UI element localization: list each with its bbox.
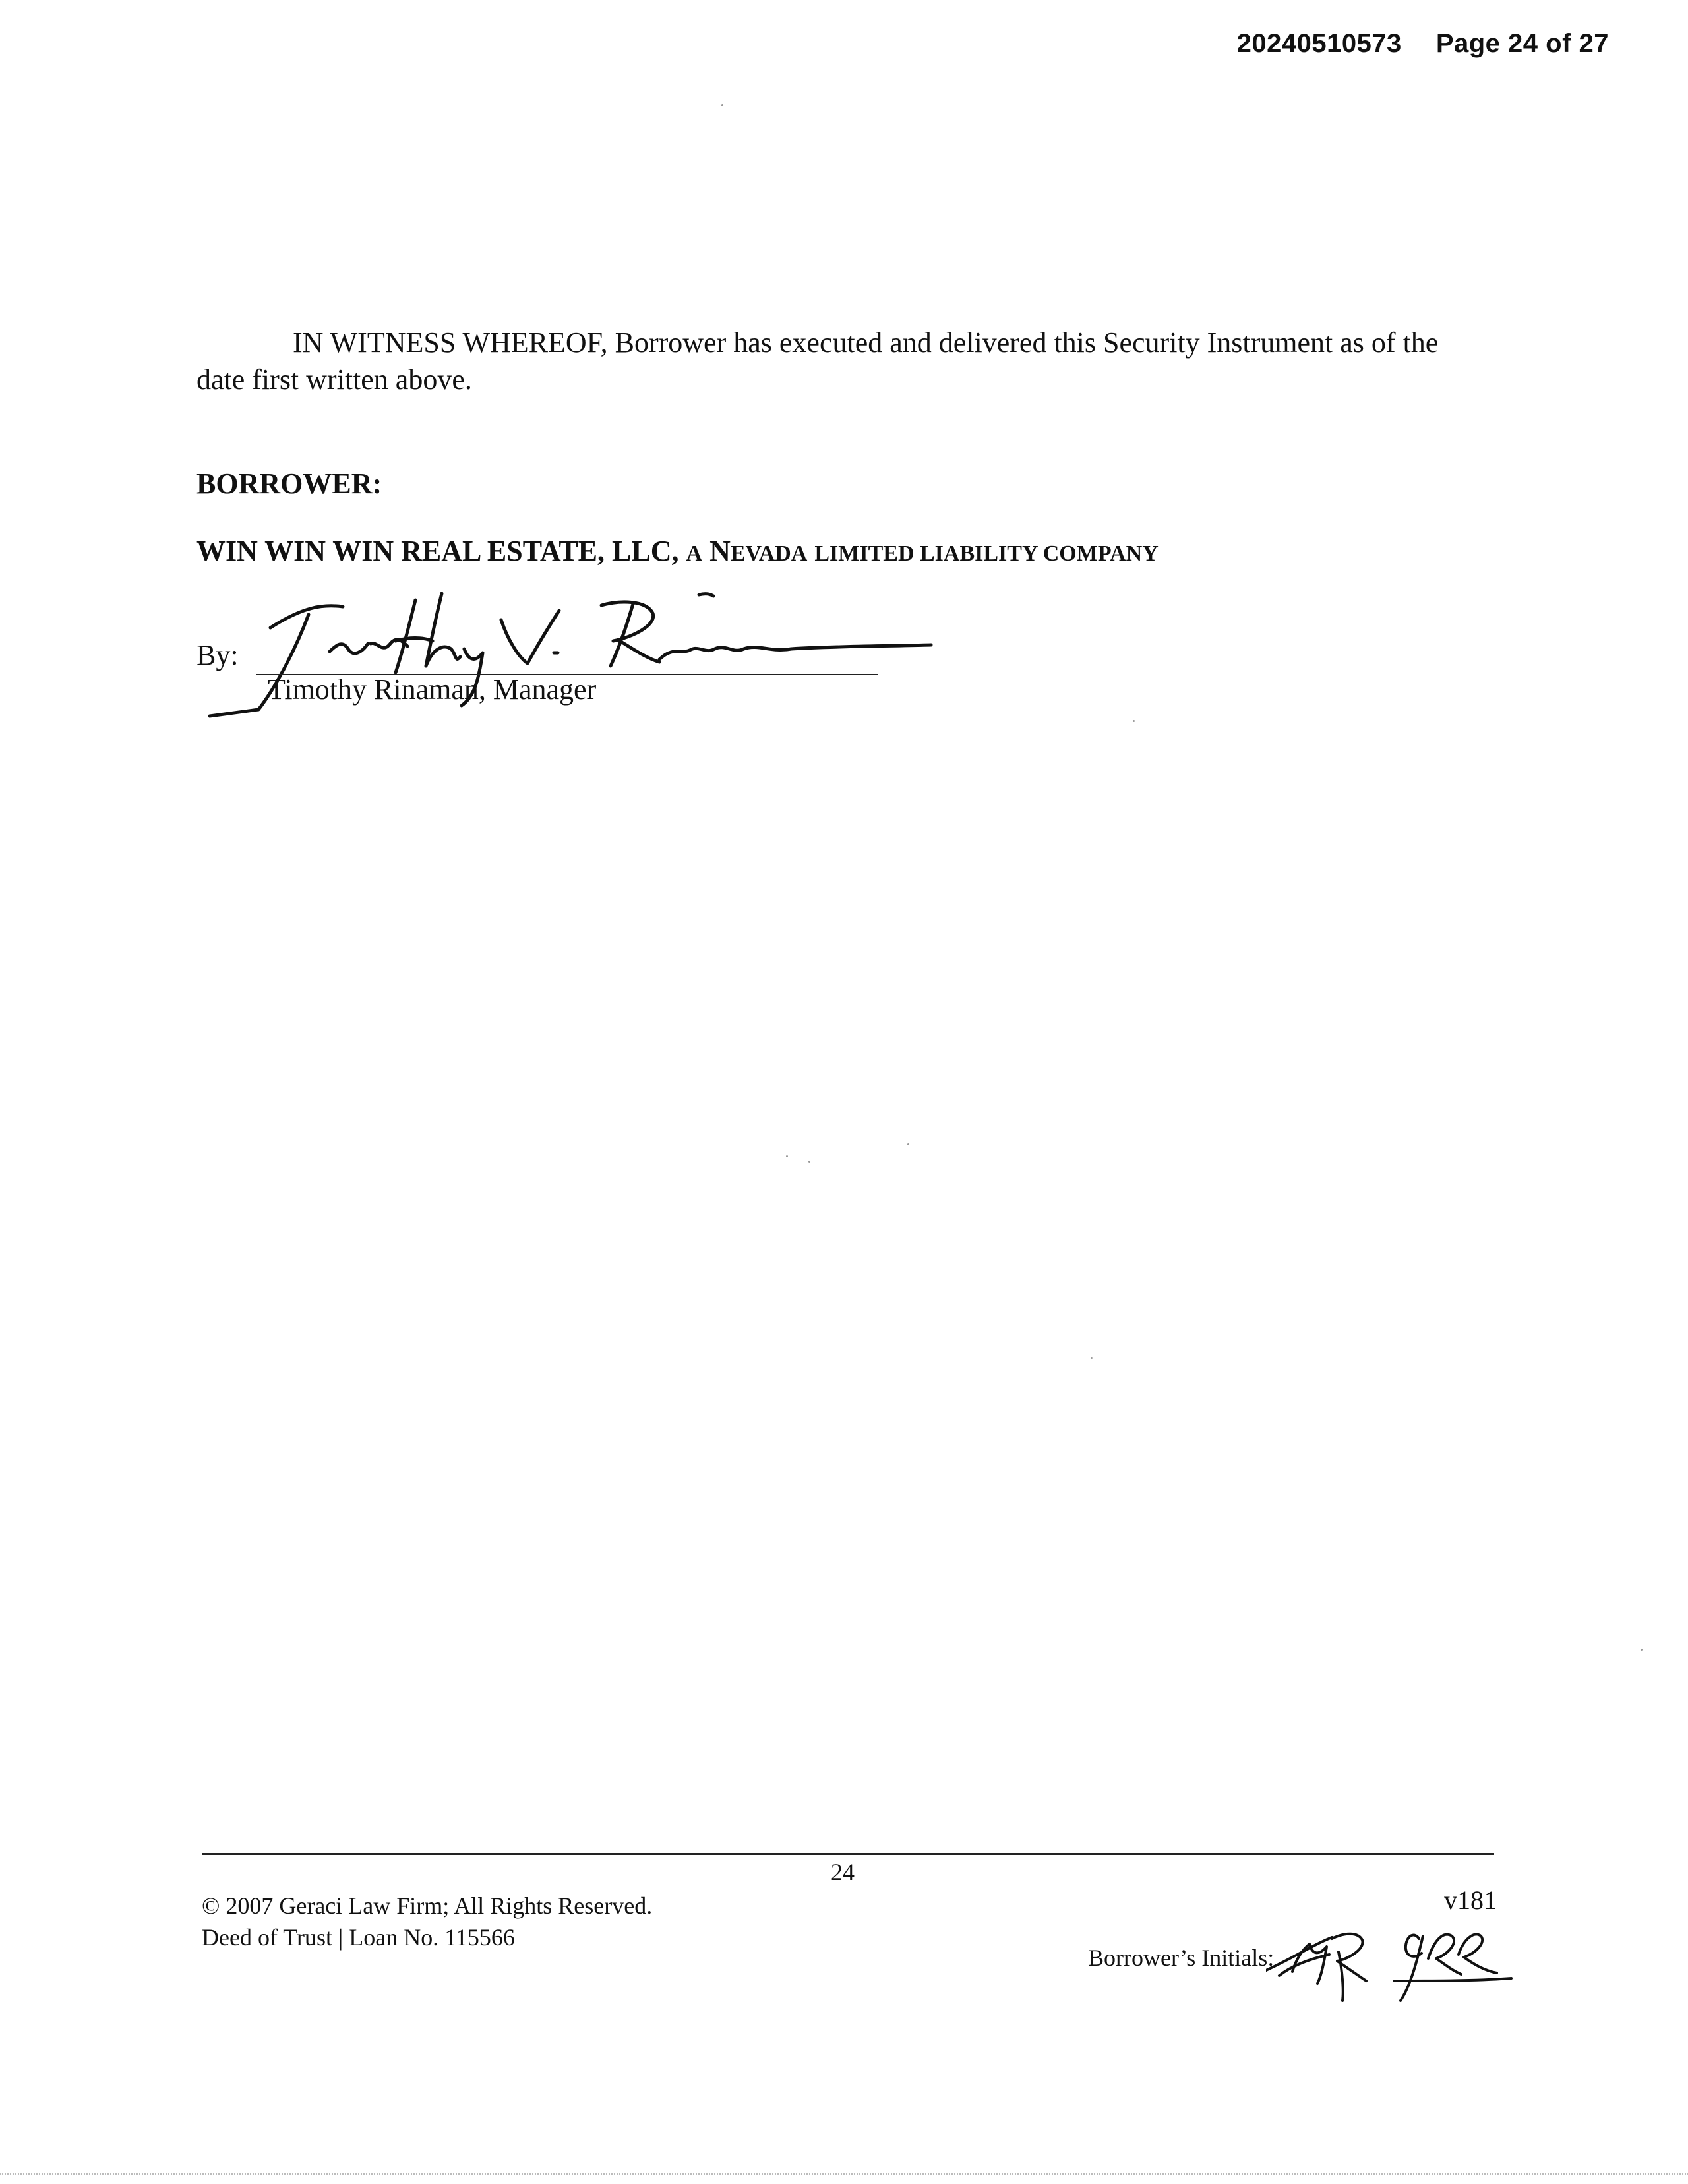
page-number: 24 <box>831 1859 855 1885</box>
borrower-heading: BORROWER: <box>196 468 382 500</box>
scan-speck <box>1641 1649 1643 1651</box>
version-label: v181 <box>1444 1885 1497 1915</box>
company-name: WIN WIN WIN REAL ESTATE, LLC, <box>196 535 679 567</box>
footer-left <box>202 1890 652 1953</box>
company-descriptor: LIMITED LIABILITY COMPANY <box>814 541 1159 566</box>
scan-speck <box>786 1155 788 1157</box>
scan-speck <box>1091 1357 1093 1359</box>
scan-speck <box>808 1161 810 1163</box>
scan-speck <box>1133 720 1135 722</box>
page-label: Page 24 of 27 <box>1435 29 1609 58</box>
witness-line-2: date first written above. <box>196 363 472 396</box>
document-number: 20240510573 <box>1236 29 1402 58</box>
handwritten-initials <box>1266 1912 1517 2005</box>
company-a: A <box>686 541 703 566</box>
company-nevada-initial: N <box>709 535 731 567</box>
deed-loan-line: Deed of Trust | Loan No. 115566 <box>202 1924 515 1951</box>
borrower-company <box>196 534 1159 568</box>
scan-speck <box>721 104 723 106</box>
initials-label: Borrower’s Initials: <box>1088 1945 1275 1971</box>
witness-clause <box>196 324 1495 398</box>
recording-stamp <box>1237 29 1609 59</box>
footer-rule <box>202 1853 1494 1855</box>
witness-line-1: IN WITNESS WHEREOF, Borrower has executed and delivered this Security Instrument as of the <box>293 326 1439 359</box>
signer-name: Timothy Rinaman, Manager <box>268 673 597 706</box>
copyright-notice: © 2007 Geraci Law Firm; All Rights Reserved. <box>202 1893 653 1919</box>
company-nevada-rest: EVADA <box>730 541 808 566</box>
scan-speck <box>907 1143 909 1145</box>
by-label: By: <box>196 639 239 671</box>
scan-edge <box>0 2173 1688 2175</box>
